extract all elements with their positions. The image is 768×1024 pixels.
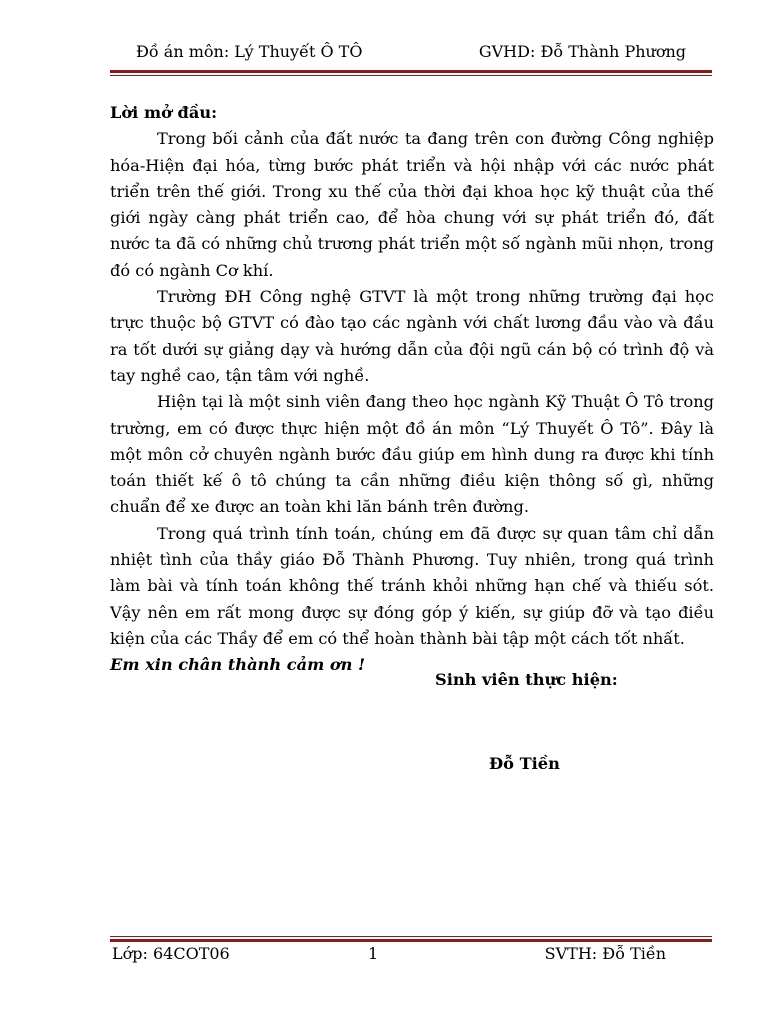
signature-label: Sinh viên thực hiện: [435,670,618,689]
paragraph-2: Trường ĐH Công nghệ GTVT là một trong những trường đại học trực thuộc bộ GTVT có đào tạo các ngành với chất lương đầu vào và đầu ra tốt dưới sự giảng dạy và hướng dẫn của đội ngũ cán bộ có trình độ và tay nghề cao, tận tâm với nghề. [110,287,714,385]
footer-student: SVTH: Đỗ Tiền [544,944,666,963]
section-heading: Lời mở đầu: [110,103,218,122]
footer-divider [110,936,712,942]
header-course-title: Đồ án môn: Lý Thuyết Ô TÔ [136,42,363,61]
page-number: 1 [368,944,379,963]
page-footer [110,944,712,968]
paragraph-3: Hiện tại là một sinh viên đang theo học ngành Kỹ Thuật Ô Tô trong trường, em có được thực hiện một đồ án môn “Lý Thuyết Ô Tô”. Đây là một môn cở chuyên ngành bước đầu giúp em hình dung ra được khi tính toán thiết kế ô tô chúng ta cần những điều kiện thông số gì, những chuẩn để xe được an toàn khi lăn bánh trên đường. [110,392,714,517]
header-instructor: GVHD: Đỗ Thành Phương [478,42,686,61]
signature-name: Đỗ Tiền [489,754,560,773]
paragraph-4: Trong quá trình tính toán, chúng em đã được sự quan tâm chỉ dẫn nhiệt tình của thầy giáo Đỗ Thành Phương. Tuy nhiên, trong quá trình làm bài và tính toán không thế tránh khỏi những hạn chế và thiếu sót. Vậy nên em rất mong được sự đóng góp ý kiến, sự giúp đỡ và tạo điều kiện của các Thầy để em có thể hoàn thành bài tập một cách tốt nhất. [110,523,714,648]
paragraph-1: Trong bối cảnh của đất nước ta đang trên con đường Công nghiệp hóa-Hiện đại hóa, từng bước phát triển và hội nhập với các nước phát triển trên thế giới. Trong xu thế của thời đại khoa học kỹ thuật của thế giới ngày càng phát triển cao, để hòa chung với sự phát triển đó, đất nước ta đã có những chủ trương phát triển một số ngành mũi nhọn, trong đó có ngành Cơ khí. [110,129,714,280]
page-header [110,42,712,66]
footer-class: Lớp: 64COT06 [112,944,230,963]
page-body [110,100,714,679]
thanks-line: Em xin chân thành cảm ơn ! [110,655,366,675]
header-divider [110,70,712,76]
